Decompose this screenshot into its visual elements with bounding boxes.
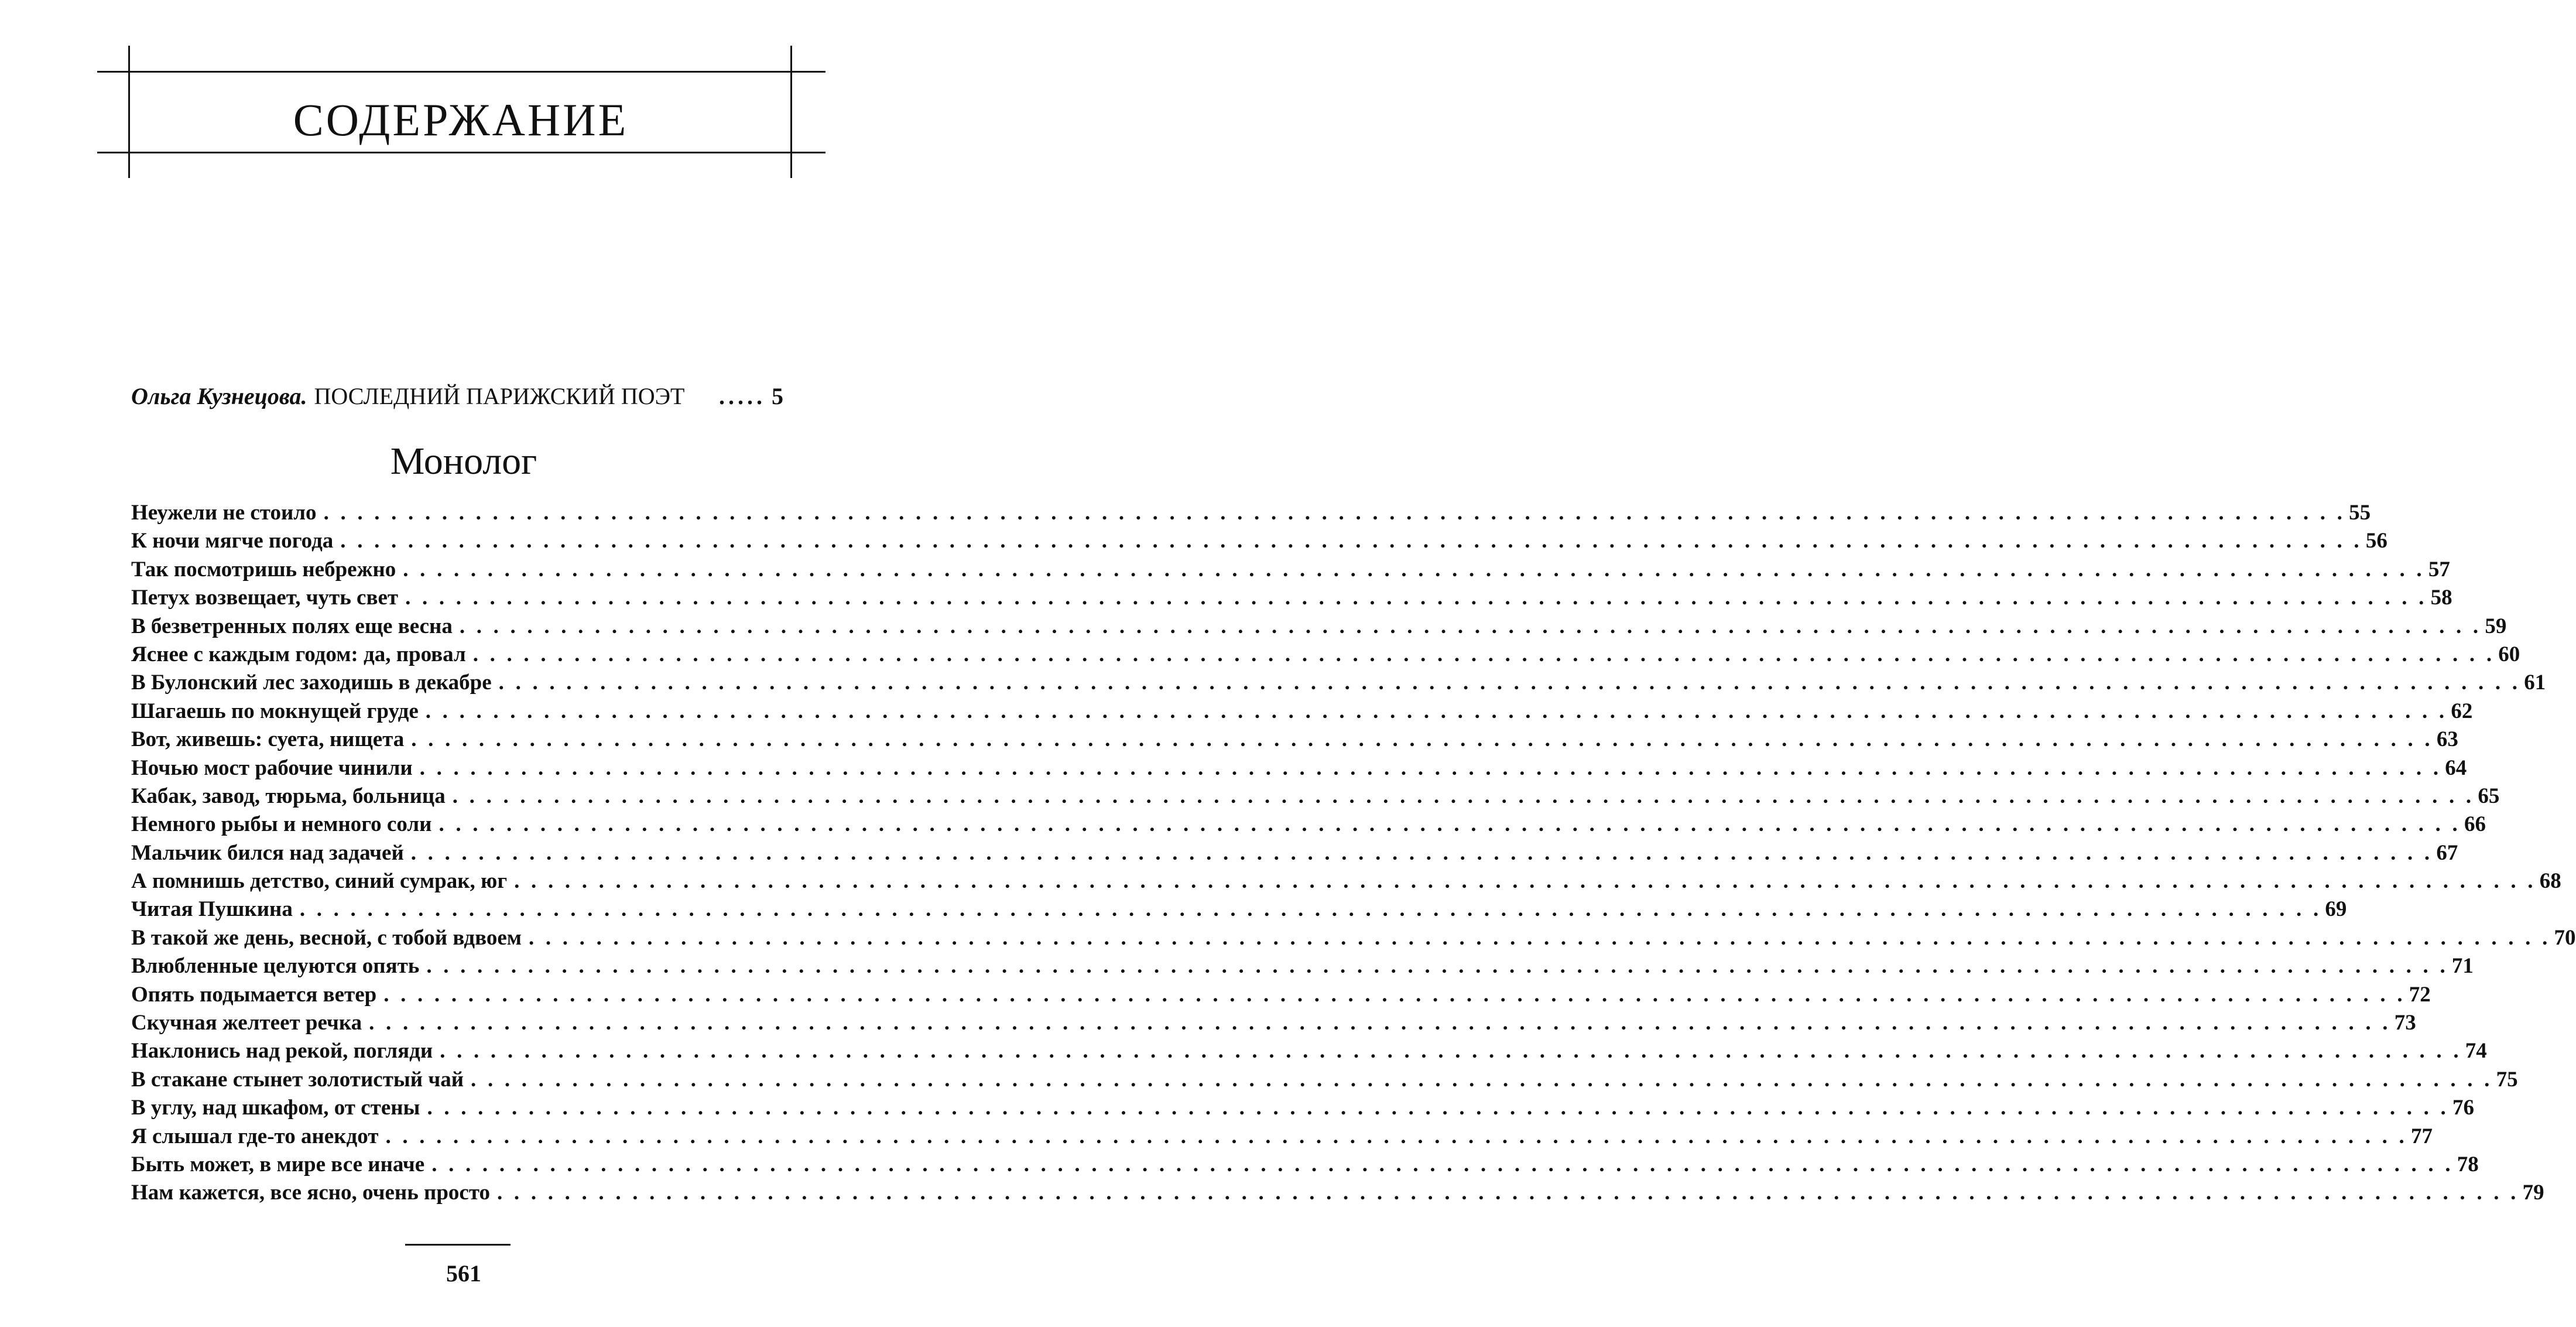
toc-entry-title: В углу, над шкафом, от стены (131, 1096, 420, 1120)
toc-entry-title: Шагаешь по мокнущей груде (131, 699, 419, 723)
toc-entry-page: 58 (2430, 586, 2452, 610)
toc-entry-page: 75 (2496, 1067, 2518, 1092)
toc-entry-page: 69 (2325, 897, 2347, 922)
toc-entry-page: 55 (2349, 501, 2371, 525)
toc-entry (131, 1066, 2518, 1094)
toc-entry (131, 924, 2576, 952)
toc-entry-page: 74 (2465, 1039, 2487, 1063)
dot-leader: . . . . . . . . . . . . . . . . . . . . . . . . . . . . . . . . . . . . . . . . . . . . . . . . . . . . . . . . . . . . . . . . . . . . . . . . . . . . . . . . . . . . . . . . . . . . . . . . . . . . . . . . . . . . . . . . . . . . . . . . (425, 699, 2448, 723)
toc-entry (131, 584, 2452, 612)
toc-entry-page: 59 (2485, 614, 2507, 638)
toc-entry-page: 76 (2452, 1096, 2475, 1120)
toc-entry-title: В безветренных полях еще весна (131, 614, 453, 638)
toc-entry-title: Мальчик бился над задачей (131, 840, 404, 865)
toc-entry-title: Читая Пушкина (131, 897, 293, 922)
toc-entry-title: Быть может, в мире все иначе (131, 1152, 425, 1176)
dot-leader: . . . . . . . . . . . . . . . . . . . . . . . . . . . . . . . . . . . . . . . . . . . . . . . . . . . . . . . . . . . . . . . . . . . . . . . . . . . . . . . . . . . . . . . . . . . . . . . . . . . . . . . . . . . . . . . . . . . . . . . . (431, 1152, 2454, 1176)
toc-entry (131, 1123, 2433, 1151)
dot-leader: . . . . . . . . . . . . . . . . . . . . . . . . . . . . . . . . . . . . . . . . . . . . . . . . . . . . . . . . . . . . . . . . . . . . . . . . . . . . . . . . . . . . . . . . . . . . . . . . . . . . . . . . . . . . . . . . . . . . . . . . (323, 501, 2346, 525)
toc-entry-page: 66 (2464, 812, 2486, 837)
toc-entry-page: 79 (2522, 1181, 2544, 1205)
page-number: 561 (446, 1260, 481, 1287)
toc-entry-page: 60 (2498, 642, 2520, 666)
dot-leader: . . . . . . . . . . . . . . . . . . . . . . . . . . . . . . . . . . . . . . . . . . . . . . . . . . . . . . . . . . . . . . . . . . . . . . . . . . . . . . . . . . . . . . . . . . . . . . . . . . . . . . . . . . . . . . . . . . . . . . . . (340, 529, 2362, 553)
toc-entry (131, 1094, 2475, 1122)
page-title: СОДЕРЖАНИЕ (293, 94, 629, 145)
toc-entry (131, 981, 2431, 1009)
toc-entry-title: Я слышал где-то анекдот (131, 1124, 379, 1148)
toc-entry-page: 56 (2365, 529, 2387, 553)
toc-entry-page: 73 (2394, 1011, 2416, 1035)
toc-entry-title: Кабак, завод, тюрьма, больница (131, 784, 446, 808)
intro-author: Ольга Кузнецова. (131, 383, 307, 409)
dot-leader: . . . . . . . . . . . . . . . . . . . . . . . . . . . . . . . . . . . . . . . . . . . . . . . . . . . . . . . . . . . . . . . . . . . . . . . . . . . . . . . . . . . . . . . . . . . . . . . . . . . . . . . . . . . . . . . . . . . . . . . . (299, 897, 2322, 922)
dot-leader: . . . . . . . . . . . . . . . . . . . . . . . . . . . . . . . . . . . . . . . . . . . . . . . . . . . . . . . . . . . . . . . . . . . . . . . . . . . . . . . . . . . . . . . . . . . . . . . . . . . . . . . . . . . . . . . . . . . . . . . . (440, 1039, 2462, 1063)
toc-entry-page: 57 (2428, 557, 2450, 582)
toc-entry-title: Наклонись над рекой, погляди (131, 1039, 433, 1063)
toc-entry-title: Опять подымается ветер (131, 982, 377, 1007)
dot-leader: . . . . . . . . . . . . . . . . . . . . . . . . . . . . . . . . . . . . . . . . . . . . . . . . . . . . . . . . . . . . . . . . . . . . . . . . . . . . . . . . . . . . . . . . . . . . . . . . . . . . . . . . . . . . . . . . . . . . . . . . (439, 812, 2461, 837)
toc-entry-title: Влюбленные целуются опять (131, 954, 420, 979)
toc-entry (131, 754, 2467, 782)
toc-entry (131, 1179, 2544, 1207)
toc-entry-page: 63 (2436, 727, 2458, 752)
toc-entry-title: Так посмотришь небрежно (131, 557, 396, 582)
dot-leader: . . . . . . . . . . . . . . . . . . . . . . . . . . . . . . . . . . . . . . . . . . . . . . . . . . . . . . . . . . . . . . . . . . . . . . . . . . . . . . . . . . . . . . . . . . . . . . . . . . . . . . . . . . . . . . . . . . . . . . . . (471, 1067, 2493, 1092)
dot-leader: . . . . . . . . . . . . . . . . . . . . . . . . . . . . . . . . . . . . . . . . . . . . . . . . . . . . . . . . . . . . . . . . . . . . . . . . . . . . . . . . . . . . . . . . . . . . . . . . . . . . . . . . . . . . . . . . . . . . . . . . (452, 784, 2475, 808)
dot-leader: . . . . . . . . . . . . . . . . . . . . . . . . . . . . . . . . . . . . . . . . . . . . . . . . . . . . . . . . . . . . . . . . . . . . . . . . . . . . . . . . . . . . . . . . . . . . . . . . . . . . . . . . . . . . . . . . . . . . . . . . (383, 982, 2406, 1007)
toc-entry-page: 71 (2451, 954, 2474, 979)
dot-leader: . . . . . . . . . . . . . . . . . . . . . . . . . . . . . . . . . . . . . . . . . . . . . . . . . . . . . . . . . . . . . . . . . . . . . . . . . . . . . . . . . . . . . . . . . . . . . . . . . . . . . . . . . . . . . . . . . . . . . . . . (514, 869, 2536, 894)
intro-title: ПОСЛЕДНИЙ ПАРИЖСКИЙ ПОЭТ (314, 383, 685, 409)
footer-rule (405, 1244, 511, 1246)
toc-entry-title: Неужели не стоило (131, 501, 317, 525)
dot-leader: . . . . . . . . . . . . . . . . . . . . . . . . . . . . . . . . . . . . . . . . . . . . . . . . . . . . . . . . . . . . . . . . . . . . . . . . . . . . . . . . . . . . . . . . . . . . . . . . . . . . . . . . . . . . . . . . . . . . . . . . (459, 614, 2482, 638)
dot-leader: . . . . . . . . . . . . . . . . . . . . . . . . . . . . . . . . . . . . . . . . . . . . . . . . . . . . . . . . . . . . . . . . . . . . . . . . . . . . . . . . . . . . . . . . . . . . . . . . . . . . . . . . . . . . . . . . . . . . . . . . (419, 755, 2442, 780)
header-frame (0, 0, 927, 187)
toc-entry (131, 669, 2546, 697)
section-heading: Монолог (390, 440, 537, 483)
toc-entry (131, 952, 2474, 980)
toc-entry-title: Немного рыбы и немного соли (131, 812, 432, 837)
toc-entry-page: 64 (2445, 755, 2467, 780)
toc-entry-page: 70 (2554, 925, 2576, 950)
toc-entry (131, 556, 2450, 584)
dot-leader: . . . . . . . . . . . . . . . . . . . . . . . . . . . . . . . . . . . . . . . . . . . . . . . . . . . . . . . . . . . . . . . . . . . . . . . . . . . . . . . . . . . . . . . . . . . . . . . . . . . . . . . . . . . . . . . . . . . . . . . . (497, 1181, 2519, 1205)
toc-entry-title: В стакане стынет золотистый чай (131, 1067, 464, 1092)
dot-leader: . . . . . . . . . . . . . . . . . . . . . . . . . . . . . . . . . . . . . . . . . . . . . . . . . . . . . . . . . . . . . . . . . . . . . . . . . . . . . . . . . . . . . . . . . . . . . . . . . . . . . . . . . . . . . . . . . . . . . . . . (426, 954, 2448, 979)
toc-entry-title: Петух возвещает, чуть свет (131, 586, 399, 610)
intro-entry (131, 382, 783, 411)
toc-entry (131, 527, 2387, 555)
toc-entry (131, 810, 2486, 839)
toc-entry (131, 697, 2473, 726)
toc-entry (131, 867, 2561, 895)
toc-entry-page: 62 (2451, 699, 2473, 723)
dot-leader: . . . . . . . . . . . . . . . . . . . . . . . . . . . . . . . . . . . . . . . . . . . . . . . . . . . . . . . . . . . . . . . . . . . . . . . . . . . . . . . . . . . . . . . . . . . . . . . . . . . . . . . . . . . . . . . . . . . . . . . . (385, 1124, 2407, 1148)
intro-page: 5 (772, 383, 783, 409)
toc-entry (131, 1151, 2479, 1179)
toc-entry (131, 499, 2371, 527)
toc-entry-title: Ночью мост рабочие чинили (131, 755, 413, 780)
dot-leader: . . . . . . . . . . . . . . . . . . . . . . . . . . . . . . . . . . . . . . . . . . . . . . . . . . . . . . . . . . . . . . . . . . . . . . . . . . . . . . . . . . . . . . . . . . . . . . . . . . . . . . . . . . . . . . . . . . . . . . . . (528, 925, 2551, 950)
toc-entry (131, 641, 2520, 669)
toc-entry-title: Нам кажется, все ясно, очень просто (131, 1181, 491, 1205)
dot-leader: . . . . . . . . . . . . . . . . . . . . . . . . . . . . . . . . . . . . . . . . . . . . . . . . . . . . . . . . . . . . . . . . . . . . . . . . . . . . . . . . . . . . . . . . . . . . . . . . . . . . . . . . . . . . . . . . . . . . . . . . (498, 671, 2521, 695)
toc-entry-page: 65 (2478, 784, 2500, 808)
toc-list (131, 499, 2576, 1208)
dot-leader: ..... (719, 383, 766, 409)
toc-entry-title: К ночи мягче погода (131, 529, 334, 553)
toc-entry (131, 1037, 2487, 1065)
dot-leader: . . . . . . . . . . . . . . . . . . . . . . . . . . . . . . . . . . . . . . . . . . . . . . . . . . . . . . . . . . . . . . . . . . . . . . . . . . . . . . . . . . . . . . . . . . . . . . . . . . . . . . . . . . . . . . . . . . . . . . . . (410, 840, 2433, 865)
toc-entry-title: В Булонский лес заходишь в декабре (131, 671, 492, 695)
toc-entry-page: 78 (2457, 1152, 2479, 1176)
toc-entry-title: Яснее с каждым годом: да, провал (131, 642, 466, 666)
dot-leader: . . . . . . . . . . . . . . . . . . . . . . . . . . . . . . . . . . . . . . . . . . . . . . . . . . . . . . . . . . . . . . . . . . . . . . . . . . . . . . . . . . . . . . . . . . . . . . . . . . . . . . . . . . . . . . . . . . . . . . . . (427, 1096, 2450, 1120)
toc-entry-page: 72 (2409, 982, 2431, 1007)
toc-entry (131, 839, 2458, 867)
toc-entry-page: 77 (2411, 1124, 2433, 1148)
dot-leader: . . . . . . . . . . . . . . . . . . . . . . . . . . . . . . . . . . . . . . . . . . . . . . . . . . . . . . . . . . . . . . . . . . . . . . . . . . . . . . . . . . . . . . . . . . . . . . . . . . . . . . . . . . . . . . . . . . . . . . . . (403, 557, 2425, 582)
dot-leader: . . . . . . . . . . . . . . . . . . . . . . . . . . . . . . . . . . . . . . . . . . . . . . . . . . . . . . . . . . . . . . . . . . . . . . . . . . . . . . . . . . . . . . . . . . . . . . . . . . . . . . . . . . . . . . . . . . . . . . . . (405, 586, 2427, 610)
toc-entry (131, 613, 2507, 641)
toc-entry-title: Вот, живешь: суета, нищета (131, 727, 405, 752)
toc-entry (131, 895, 2347, 924)
frame-bottom-rule (97, 152, 825, 153)
toc-entry-page: 68 (2539, 869, 2561, 894)
toc-entry-title: А помнишь детство, синий сумрак, юг (131, 869, 508, 894)
toc-entry (131, 726, 2458, 754)
toc-entry (131, 1009, 2416, 1037)
frame-top-rule (97, 71, 825, 73)
dot-leader: . . . . . . . . . . . . . . . . . . . . . . . . . . . . . . . . . . . . . . . . . . . . . . . . . . . . . . . . . . . . . . . . . . . . . . . . . . . . . . . . . . . . . . . . . . . . . . . . . . . . . . . . . . . . . . . . . . . . . . . . (411, 727, 2433, 752)
toc-entry-title: В такой же день, весной, с тобой вдвоем (131, 925, 522, 950)
toc-entry (131, 782, 2500, 810)
dot-leader: . . . . . . . . . . . . . . . . . . . . . . . . . . . . . . . . . . . . . . . . . . . . . . . . . . . . . . . . . . . . . . . . . . . . . . . . . . . . . . . . . . . . . . . . . . . . . . . . . . . . . . . . . . . . . . . . . . . . . . . . (472, 642, 2495, 666)
toc-entry-title: Скучная желтеет речка (131, 1011, 362, 1035)
dot-leader: . . . . . . . . . . . . . . . . . . . . . . . . . . . . . . . . . . . . . . . . . . . . . . . . . . . . . . . . . . . . . . . . . . . . . . . . . . . . . . . . . . . . . . . . . . . . . . . . . . . . . . . . . . . . . . . . . . . . . . . . (369, 1011, 2391, 1035)
toc-entry-page: 67 (2436, 840, 2458, 865)
toc-entry-page: 61 (2524, 671, 2546, 695)
